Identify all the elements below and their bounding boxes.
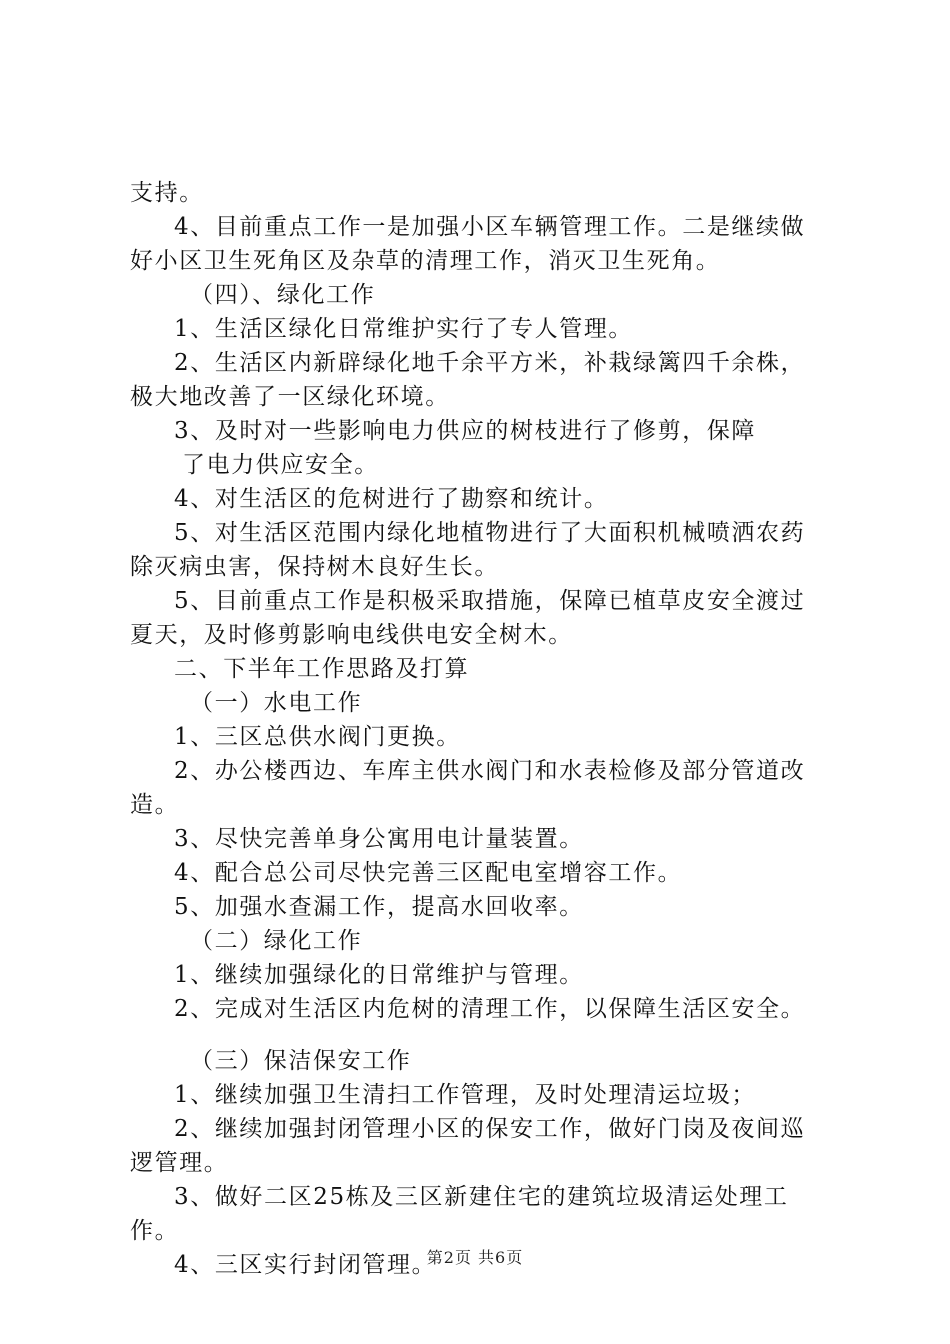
text-line: 造。	[130, 792, 180, 818]
text-line: 极大地改善了一区绿化环境。	[130, 384, 450, 410]
text-line: 2、生活区内新辟绿化地千余平方米，补栽绿篱四千余株，	[174, 350, 806, 376]
text-line: （一）水电工作	[190, 690, 363, 716]
text-line: 3、及时对一些影响电力供应的树枝进行了修剪，保障	[174, 418, 757, 444]
text-line: （四）、绿化工作	[190, 282, 376, 308]
text-line: 4、目前重点工作一是加强小区车辆管理工作。二是继续做	[174, 214, 806, 240]
text-line: 支持。	[130, 180, 204, 206]
text-line: 2、办公楼西边、车库主供水阀门和水表检修及部分管道改	[174, 758, 806, 784]
text-line: 3、做好二区25栋及三区新建住宅的建筑垃圾清运处理工	[174, 1184, 789, 1210]
text-line: 5、目前重点工作是积极采取措施，保障已植草皮安全渡过	[174, 588, 806, 614]
text-line: 4、配合总公司尽快完善三区配电室增容工作。	[174, 860, 683, 886]
text-line: 好小区卫生死角区及杂草的清理工作，消灭卫生死角。	[130, 248, 721, 274]
text-line: 1、继续加强绿化的日常维护与管理。	[174, 962, 584, 988]
text-line: 除灭病虫害，保持树木良好生长。	[130, 554, 499, 580]
text-line: 5、对生活区范围内绿化地植物进行了大面积机械喷洒农药	[174, 520, 806, 546]
text-line: 4、对生活区的危树进行了勘察和统计。	[174, 486, 609, 512]
text-line: 2、完成对生活区内危树的清理工作，以保障生活区安全。	[174, 996, 806, 1022]
text-line: （三）保洁保安工作	[190, 1048, 412, 1074]
text-line: 2、继续加强封闭管理小区的保安工作，做好门岗及夜间巡	[174, 1116, 806, 1142]
text-line: 二、下半年工作思路及打算	[174, 656, 470, 682]
document-body	[130, 176, 840, 1282]
text-line: 5、加强水查漏工作，提高水回收率。	[174, 894, 584, 920]
text-line: 3、尽快完善单身公寓用电计量装置。	[174, 826, 584, 852]
text-line: 1、三区总供水阀门更换。	[174, 724, 461, 750]
text-line: 了电力供应安全。	[182, 452, 379, 478]
paragraph-gap	[130, 1026, 840, 1044]
text-line: （二）绿化工作	[190, 928, 363, 954]
text-line: 作。	[130, 1218, 180, 1244]
text-line: 夏天，及时修剪影响电线供电安全树木。	[130, 622, 573, 648]
text-line: 1、生活区绿化日常维护实行了专人管理。	[174, 316, 634, 342]
text-line: 逻管理。	[130, 1150, 229, 1176]
text-line: 4、三区实行封闭管理。	[174, 1252, 437, 1278]
text-line: 1、继续加强卫生清扫工作管理，及时处理清运垃圾；	[174, 1082, 757, 1108]
page-footer: 第2页 共6页	[426, 1248, 524, 1267]
